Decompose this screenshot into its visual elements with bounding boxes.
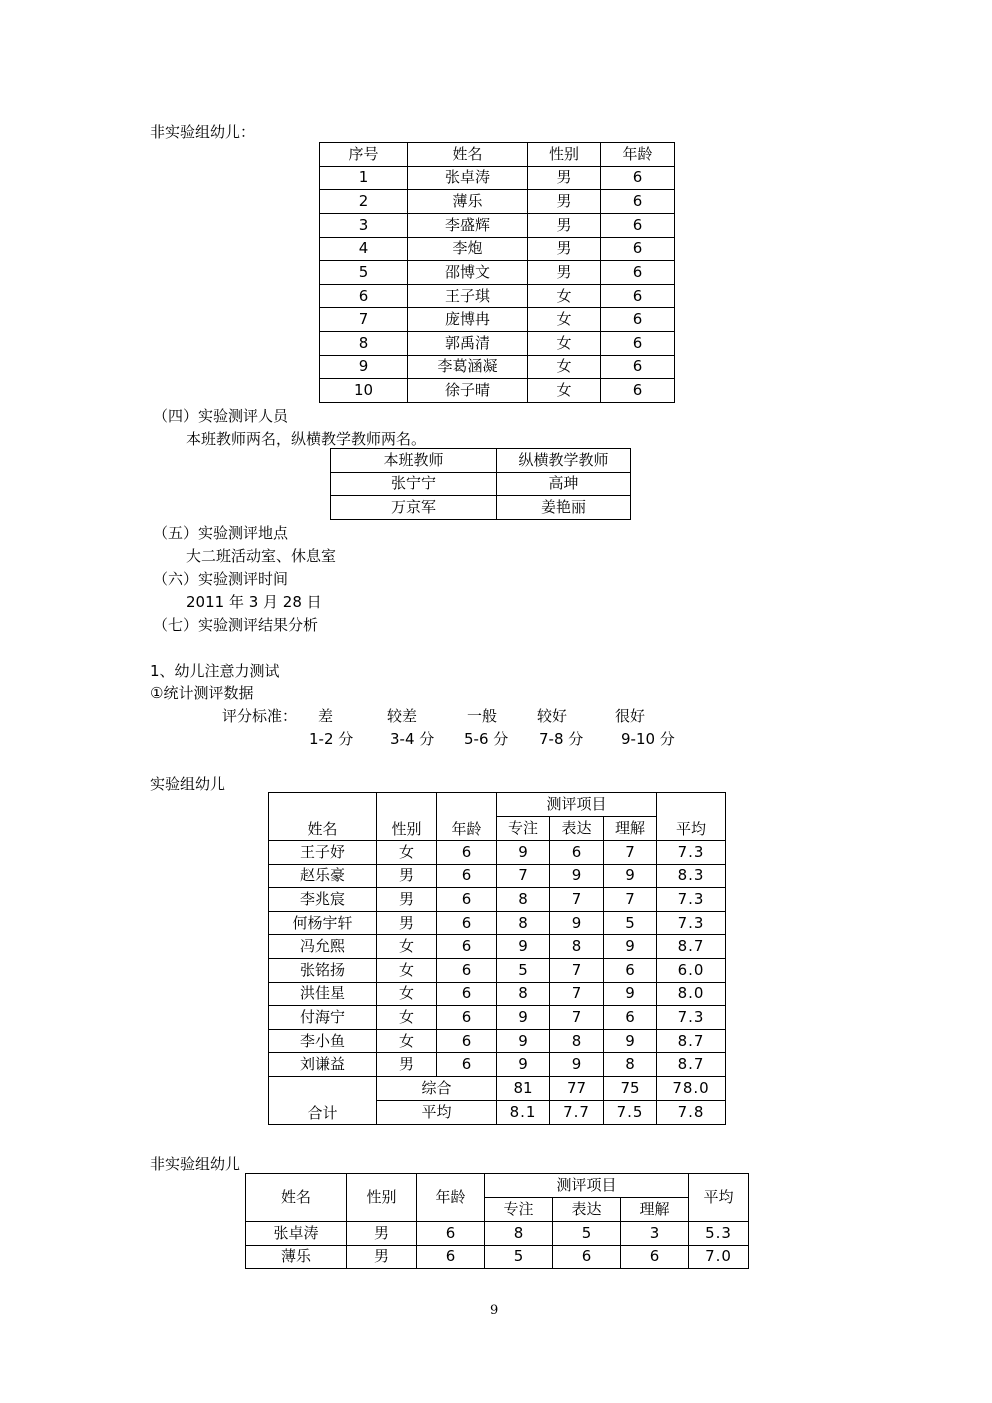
table-cell: 庞博冉: [408, 308, 528, 332]
table-cell: 6: [437, 888, 497, 912]
table-cell: 7: [604, 841, 657, 865]
table-cell: 女: [528, 284, 601, 308]
table-row: [320, 190, 675, 214]
table-cell: 洪佳星: [269, 982, 377, 1006]
table-cell: 6: [621, 1245, 689, 1269]
table-cell: 女: [528, 332, 601, 356]
table-cell: 高珅: [497, 472, 631, 496]
table-row: [320, 213, 675, 237]
table-header-row: [246, 1174, 749, 1198]
column-header: 理解: [604, 817, 657, 841]
table-cell: 徐子晴: [408, 379, 528, 403]
table-cell: 9: [497, 1053, 550, 1077]
table-row: [269, 935, 726, 959]
table-cell: 李炮: [408, 237, 528, 261]
table-row: [320, 284, 675, 308]
column-header: 性别: [347, 1174, 417, 1222]
scale-level: 一般: [467, 707, 498, 725]
table-row: [320, 379, 675, 403]
section-body: 本班教师两名，纵横教学教师两名。: [186, 430, 427, 448]
table-cell: 女: [377, 935, 437, 959]
table-cell: 张宁宁: [331, 472, 497, 496]
table-cell: 6: [601, 213, 675, 237]
table-cell: 9: [497, 935, 550, 959]
table-cell: 8: [550, 1029, 604, 1053]
table-cell: 8: [320, 332, 408, 356]
table-cell: 8: [485, 1222, 553, 1246]
table-cell: 6: [601, 166, 675, 190]
table-cell: 6: [437, 982, 497, 1006]
item-subtitle: ①统计测评数据: [150, 684, 254, 702]
table-cell: 张卓涛: [408, 166, 528, 190]
table-row: [269, 1006, 726, 1030]
table-cell: 8.7: [657, 1029, 726, 1053]
table-row: [320, 332, 675, 356]
table-cell: 姜艳丽: [497, 496, 631, 520]
table-cell: 男: [528, 261, 601, 285]
group-header: 测评项目: [485, 1174, 689, 1198]
table-cell: 7: [320, 308, 408, 332]
column-header: 专注: [485, 1198, 553, 1222]
section-title: （七）实验测评结果分析: [153, 616, 319, 634]
column-header: 表达: [553, 1198, 621, 1222]
table-cell: 万京军: [331, 496, 497, 520]
table-cell: 6: [604, 1006, 657, 1030]
table-cell: 9: [550, 1053, 604, 1077]
table-cell: 6: [437, 911, 497, 935]
table-cell: 2: [320, 190, 408, 214]
table-cell: 6: [417, 1222, 485, 1246]
table-cell: 6: [320, 284, 408, 308]
table-row: [246, 1245, 749, 1269]
table-row: [320, 166, 675, 190]
scale-range: 3-4 分: [390, 730, 435, 748]
section-heading: 实验组幼儿: [150, 775, 226, 793]
table-cell: 6: [437, 864, 497, 888]
section-body: 2011 年 3 月 28 日: [186, 593, 322, 611]
table-cell: 付海宁: [269, 1006, 377, 1030]
table-cell: 6: [437, 841, 497, 865]
section-title: （四）实验测评人员: [153, 407, 289, 425]
table-cell: 6: [601, 355, 675, 379]
table-cell: 6: [437, 1029, 497, 1053]
table-cell: 男: [377, 911, 437, 935]
table-row: [320, 261, 675, 285]
scale-level: 很好: [615, 707, 646, 725]
section-title: （五）实验测评地点: [153, 524, 289, 542]
table-cell: 7: [497, 864, 550, 888]
table-cell: 9: [604, 935, 657, 959]
table-cell: 何杨宇轩: [269, 911, 377, 935]
table-cell: 7.3: [657, 1006, 726, 1030]
table-row: [320, 355, 675, 379]
non-experimental-children-table: [319, 142, 675, 403]
table-cell: 9: [497, 1006, 550, 1030]
table-cell: 6: [601, 190, 675, 214]
table-cell: 6: [550, 841, 604, 865]
column-header: 年龄: [417, 1174, 485, 1222]
scale-range: 5-6 分: [464, 730, 509, 748]
table-row: [269, 888, 726, 912]
section-heading: 非实验组幼儿：: [150, 123, 256, 141]
table-cell: 郭禹清: [408, 332, 528, 356]
table-cell: 6: [601, 237, 675, 261]
sum-label: 综合: [377, 1076, 497, 1100]
table-cell: 6.0: [657, 958, 726, 982]
table-cell: 女: [377, 982, 437, 1006]
table-cell: 7.3: [657, 841, 726, 865]
table-cell: 9: [550, 864, 604, 888]
scale-range: 9-10 分: [621, 730, 675, 748]
table-cell: 女: [528, 308, 601, 332]
table-cell: 6: [601, 308, 675, 332]
table-cell: 4: [320, 237, 408, 261]
table-row: [269, 911, 726, 935]
column-header: 本班教师: [331, 449, 497, 473]
table-cell: 女: [528, 379, 601, 403]
table-cell: 李盛辉: [408, 213, 528, 237]
table-cell: 5: [604, 911, 657, 935]
non-experimental-scores-table: [245, 1173, 749, 1269]
column-header: 姓名: [246, 1174, 347, 1222]
table-cell: 3: [320, 213, 408, 237]
scale-range: 7-8 分: [539, 730, 584, 748]
table-cell: 女: [528, 355, 601, 379]
table-header-row: [331, 449, 631, 473]
avg-label: 平均: [377, 1100, 497, 1124]
table-cell: 7: [550, 958, 604, 982]
table-cell: 5.3: [689, 1222, 749, 1246]
column-header: 年龄: [601, 143, 675, 167]
table-cell: 女: [377, 958, 437, 982]
table-row: [269, 841, 726, 865]
table-cell: 王子琪: [408, 284, 528, 308]
section-heading: 非实验组幼儿: [150, 1155, 241, 1173]
table-cell: 8: [497, 911, 550, 935]
column-header: 性别: [528, 143, 601, 167]
table-cell: 8.3: [657, 864, 726, 888]
table-cell: 9: [604, 864, 657, 888]
avg-cell: 7.7: [550, 1100, 604, 1124]
table-cell: 6: [601, 332, 675, 356]
sum-cell: 77: [550, 1076, 604, 1100]
assessors-table: [330, 448, 631, 520]
table-cell: 7: [550, 1006, 604, 1030]
table-cell: 邵博文: [408, 261, 528, 285]
table-cell: 3: [621, 1222, 689, 1246]
section-body: 大二班活动室、休息室: [186, 547, 337, 565]
table-cell: 6: [601, 379, 675, 403]
table-cell: 6: [417, 1245, 485, 1269]
column-header: 姓名: [269, 793, 377, 841]
table-cell: 6: [437, 1006, 497, 1030]
table-row: [246, 1222, 749, 1246]
table-cell: 女: [377, 1029, 437, 1053]
table-header-row: [320, 143, 675, 167]
table-cell: 男: [528, 237, 601, 261]
table-cell: 男: [377, 1053, 437, 1077]
summary-row: [269, 1076, 726, 1100]
table-cell: 男: [528, 190, 601, 214]
table-row: [320, 237, 675, 261]
sum-cell: 81: [497, 1076, 550, 1100]
table-cell: 6: [437, 935, 497, 959]
table-cell: 张铭扬: [269, 958, 377, 982]
scale-level: 较好: [537, 707, 568, 725]
sum-cell: 75: [604, 1076, 657, 1100]
table-row: [269, 982, 726, 1006]
table-cell: 男: [347, 1245, 417, 1269]
table-cell: 7: [550, 982, 604, 1006]
table-cell: 男: [377, 888, 437, 912]
item-title: 1、幼儿注意力测试: [150, 662, 280, 680]
table-cell: 8: [497, 888, 550, 912]
sum-cell: 78.0: [657, 1076, 726, 1100]
table-cell: 女: [377, 841, 437, 865]
table-cell: 5: [320, 261, 408, 285]
column-header: 平均: [657, 793, 726, 841]
section-title: （六）实验测评时间: [153, 570, 289, 588]
scale-level: 差: [318, 707, 334, 725]
table-cell: 冯允熙: [269, 935, 377, 959]
table-cell: 7.3: [657, 888, 726, 912]
table-cell: 6: [601, 284, 675, 308]
column-header: 纵横教学教师: [497, 449, 631, 473]
table-cell: 8: [497, 982, 550, 1006]
table-cell: 1: [320, 166, 408, 190]
column-header: 序号: [320, 143, 408, 167]
column-header: 专注: [497, 817, 550, 841]
table-cell: 薄乐: [408, 190, 528, 214]
table-cell: 6: [553, 1245, 621, 1269]
group-header: 测评项目: [497, 793, 657, 817]
table-row: [269, 958, 726, 982]
table-cell: 5: [553, 1222, 621, 1246]
table-cell: 李小鱼: [269, 1029, 377, 1053]
table-cell: 5: [485, 1245, 553, 1269]
table-cell: 男: [347, 1222, 417, 1246]
column-header: 理解: [621, 1198, 689, 1222]
table-cell: 7.3: [657, 911, 726, 935]
avg-cell: 8.1: [497, 1100, 550, 1124]
table-cell: 8: [604, 1053, 657, 1077]
total-label: 合计: [269, 1076, 377, 1124]
page-number: 9: [490, 1303, 499, 1318]
table-cell: 女: [377, 1006, 437, 1030]
table-row: [269, 1053, 726, 1077]
table-cell: 9: [497, 841, 550, 865]
table-cell: 5: [497, 958, 550, 982]
table-cell: 9: [604, 1029, 657, 1053]
table-cell: 9: [550, 911, 604, 935]
experimental-group-scores-table: [268, 792, 726, 1125]
table-header-row: [269, 793, 726, 817]
table-row: [269, 1029, 726, 1053]
table-cell: 6: [604, 958, 657, 982]
table-cell: 王子妤: [269, 841, 377, 865]
table-cell: 8.0: [657, 982, 726, 1006]
avg-cell: 7.5: [604, 1100, 657, 1124]
table-row: [320, 308, 675, 332]
table-cell: 7.0: [689, 1245, 749, 1269]
table-cell: 薄乐: [246, 1245, 347, 1269]
table-cell: 6: [437, 958, 497, 982]
column-header: 平均: [689, 1174, 749, 1222]
table-cell: 8.7: [657, 1053, 726, 1077]
table-cell: 7: [604, 888, 657, 912]
column-header: 性别: [377, 793, 437, 841]
table-cell: 8: [550, 935, 604, 959]
column-header: 年龄: [437, 793, 497, 841]
scale-range: 1-2 分: [309, 730, 354, 748]
table-cell: 李葛涵凝: [408, 355, 528, 379]
table-cell: 9: [497, 1029, 550, 1053]
avg-cell: 7.8: [657, 1100, 726, 1124]
table-cell: 赵乐豪: [269, 864, 377, 888]
table-cell: 10: [320, 379, 408, 403]
table-cell: 李兆宸: [269, 888, 377, 912]
table-cell: 8.7: [657, 935, 726, 959]
table-cell: 男: [377, 864, 437, 888]
table-cell: 张卓涛: [246, 1222, 347, 1246]
table-cell: 7: [550, 888, 604, 912]
scale-label: 评分标准：: [222, 707, 298, 725]
table-row: [331, 472, 631, 496]
table-row: [269, 864, 726, 888]
table-cell: 9: [604, 982, 657, 1006]
column-header: 表达: [550, 817, 604, 841]
scale-level: 较差: [387, 707, 418, 725]
table-cell: 6: [601, 261, 675, 285]
table-cell: 9: [320, 355, 408, 379]
table-cell: 刘谦益: [269, 1053, 377, 1077]
table-row: [331, 496, 631, 520]
table-cell: 男: [528, 166, 601, 190]
table-cell: 男: [528, 213, 601, 237]
column-header: 姓名: [408, 143, 528, 167]
table-cell: 6: [437, 1053, 497, 1077]
